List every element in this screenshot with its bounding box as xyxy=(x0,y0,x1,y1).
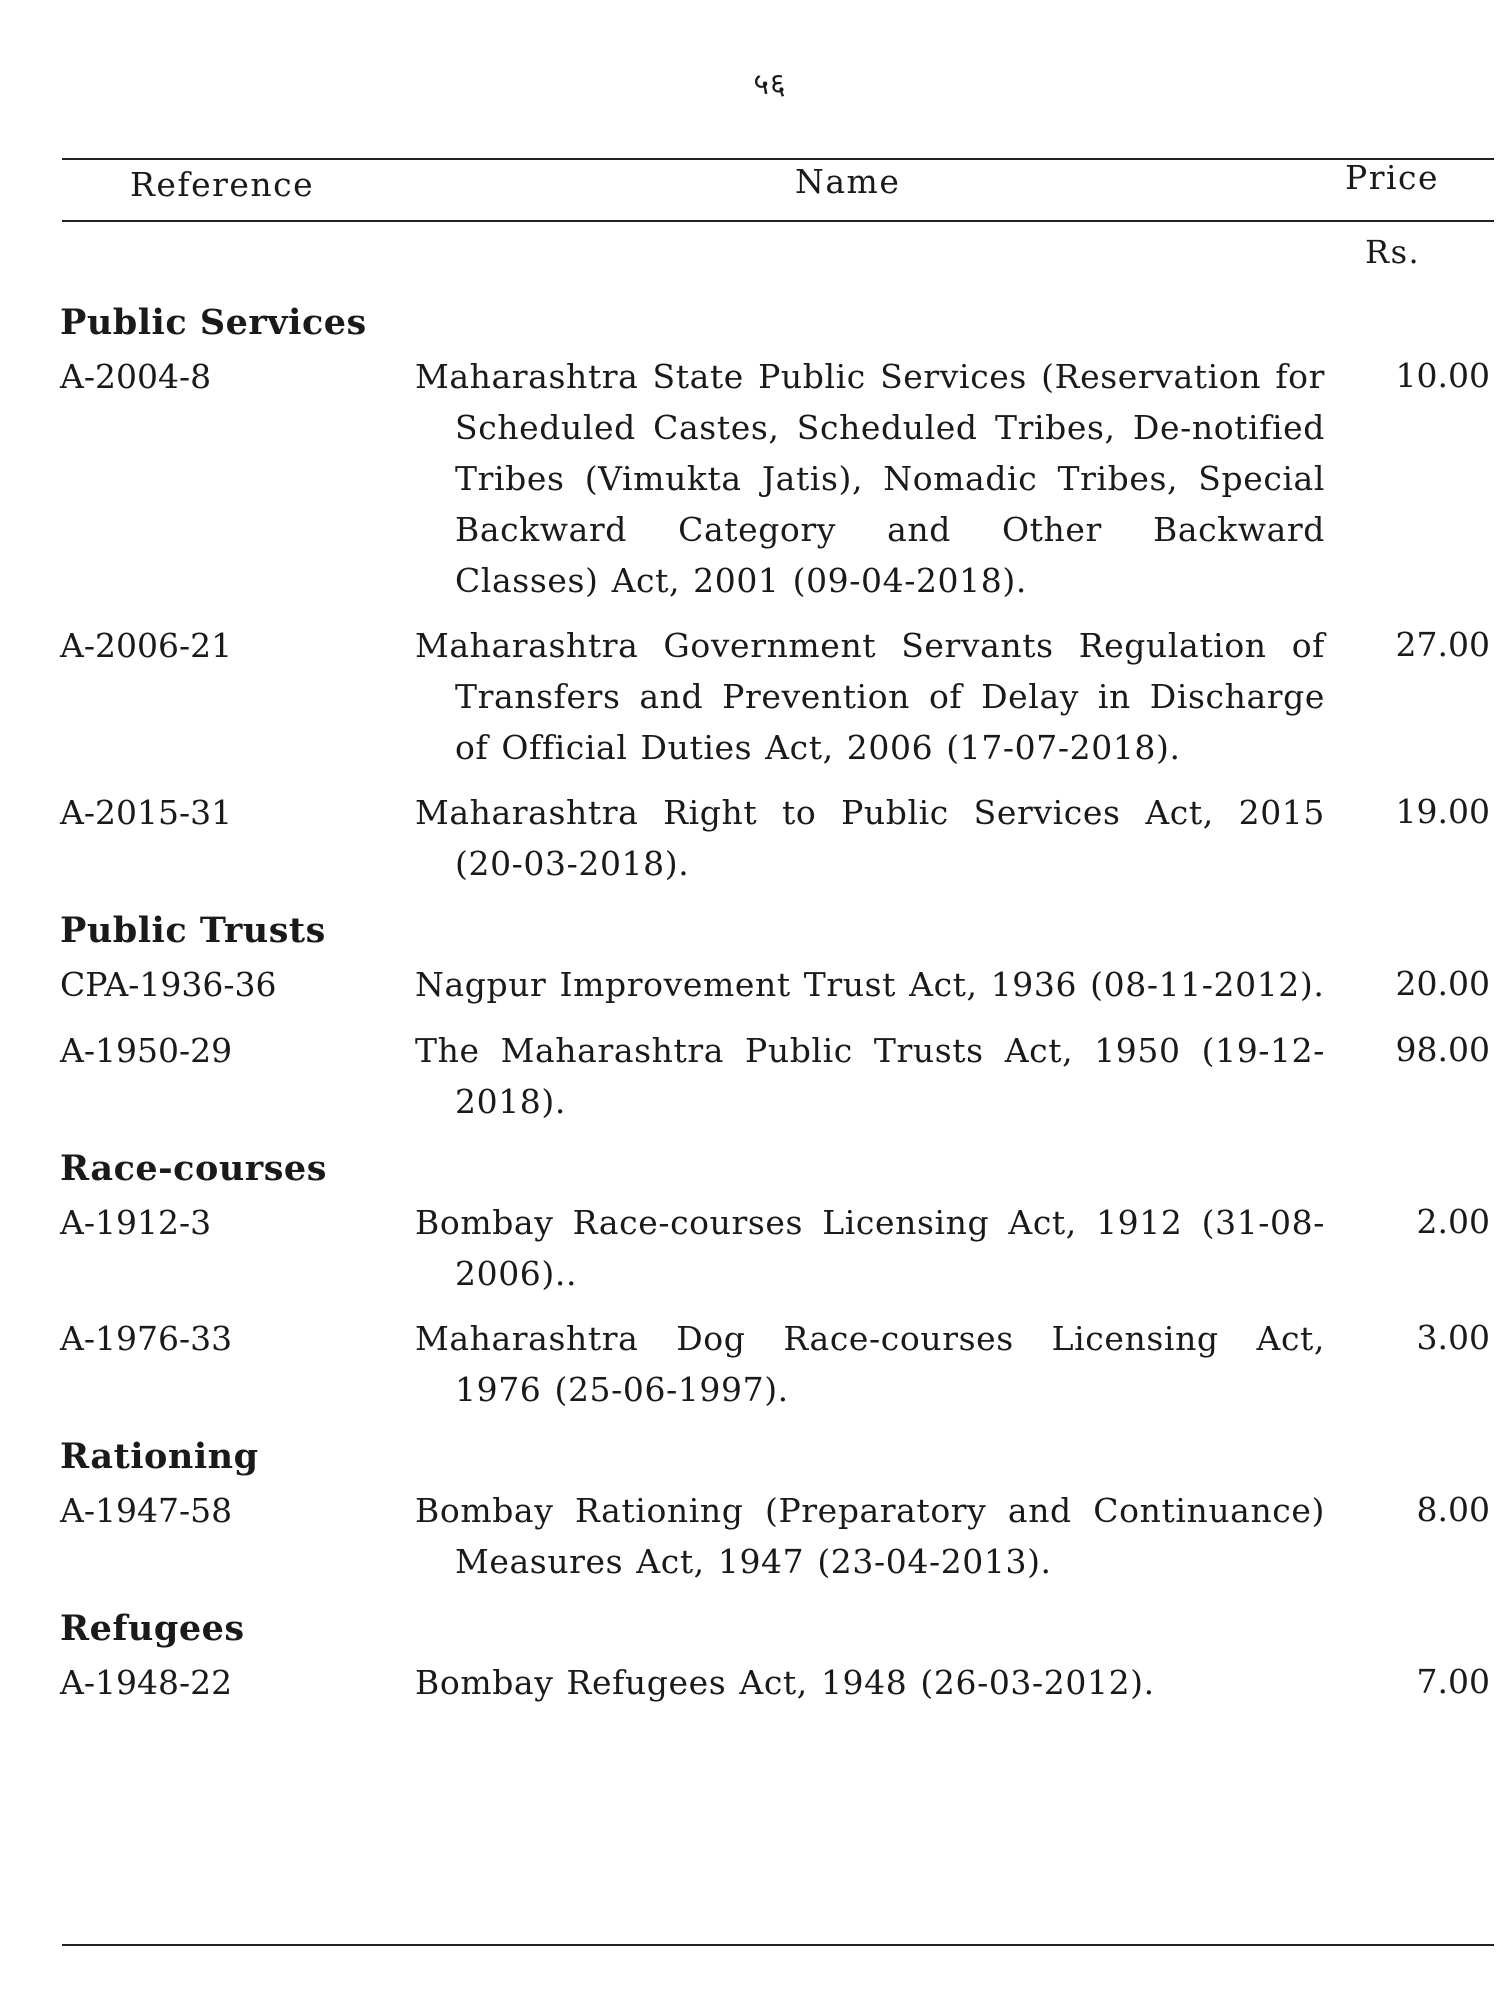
list-item xyxy=(60,1657,1490,1709)
entry-name: Bombay Refugees Act, 1948 (26-03-2012). xyxy=(415,1663,1155,1702)
entry-name: Bombay Race-courses Licensing Act, 1912 (31-08-2006).. xyxy=(415,1203,1325,1293)
section-title: Refugees xyxy=(60,1608,245,1649)
section-public-trusts xyxy=(60,903,1490,1127)
entry-price: 27.00 xyxy=(1395,625,1490,664)
page-number: ५६ xyxy=(753,67,787,102)
entry-reference: A-1947-58 xyxy=(60,1491,233,1530)
list-item xyxy=(60,1485,1490,1587)
entry-price: 3.00 xyxy=(1416,1318,1490,1357)
entry-reference: A-2004-8 xyxy=(60,357,212,396)
section-title: Public Trusts xyxy=(60,910,326,951)
list-item xyxy=(60,351,1490,606)
section-title: Public Services xyxy=(60,302,367,343)
entry-price: 10.00 xyxy=(1395,356,1490,395)
entry-price: 20.00 xyxy=(1395,964,1490,1003)
entry-reference: A-1948-22 xyxy=(60,1663,233,1702)
column-header-name: Name xyxy=(795,162,901,201)
entry-name: Maharashtra Government Servants Regulation of Transfers and Prevention of Delay in Discharge of Official Duties Act, 2006 (17-07-2018). xyxy=(415,626,1325,767)
entry-name: The Maharashtra Public Trusts Act, 1950 (19-12-2018). xyxy=(415,1031,1325,1121)
entry-name: Maharashtra Right to Public Services Act, 2015 (20-03-2018). xyxy=(415,793,1325,883)
list-item xyxy=(60,959,1490,1011)
entry-reference: A-1912-3 xyxy=(60,1203,212,1242)
entry-price: 98.00 xyxy=(1395,1030,1490,1069)
entry-price: 8.00 xyxy=(1416,1490,1490,1529)
entry-reference: A-2015-31 xyxy=(60,793,233,832)
section-title: Race-courses xyxy=(60,1148,327,1189)
entry-name: Maharashtra State Public Services (Reservation for Scheduled Castes, Scheduled Tribes, De-notified Tribes (Vimukta Jatis), Nomadic Tribes, Special Backward Category and Other Backward Classes) Act, 2001 (09-04-2018). xyxy=(415,357,1325,600)
section-refugees xyxy=(60,1601,1490,1709)
list-item xyxy=(60,1197,1490,1299)
entry-reference: A-2006-21 xyxy=(60,626,233,665)
list-item xyxy=(60,1025,1490,1127)
entry-name: Bombay Rationing (Preparatory and Continuance) Measures Act, 1947 (23-04-2013). xyxy=(415,1491,1325,1581)
entry-name: Maharashtra Dog Race-courses Licensing Act, 1976 (25-06-1997). xyxy=(415,1319,1325,1409)
footer-rule xyxy=(62,1944,1494,1946)
list-item xyxy=(60,620,1490,773)
column-header-price: Price xyxy=(1345,158,1440,197)
act-list xyxy=(60,295,1490,1723)
entry-reference: CPA-1936-36 xyxy=(60,965,277,1004)
column-header-reference: Reference xyxy=(130,165,315,204)
section-race-courses xyxy=(60,1141,1490,1415)
header-bottom-rule xyxy=(62,220,1494,222)
section-rationing xyxy=(60,1429,1490,1587)
currency-label: Rs. xyxy=(1365,233,1421,271)
entry-price: 2.00 xyxy=(1416,1202,1490,1241)
entry-reference: A-1976-33 xyxy=(60,1319,233,1358)
list-item xyxy=(60,1313,1490,1415)
section-public-services xyxy=(60,295,1490,889)
header-top-rule xyxy=(62,158,1494,160)
entry-price: 7.00 xyxy=(1416,1662,1490,1701)
section-title: Rationing xyxy=(60,1436,259,1477)
list-item xyxy=(60,787,1490,889)
entry-name: Nagpur Improvement Trust Act, 1936 (08-11-2012). xyxy=(415,965,1325,1004)
entry-price: 19.00 xyxy=(1395,792,1490,831)
entry-reference: A-1950-29 xyxy=(60,1031,233,1070)
